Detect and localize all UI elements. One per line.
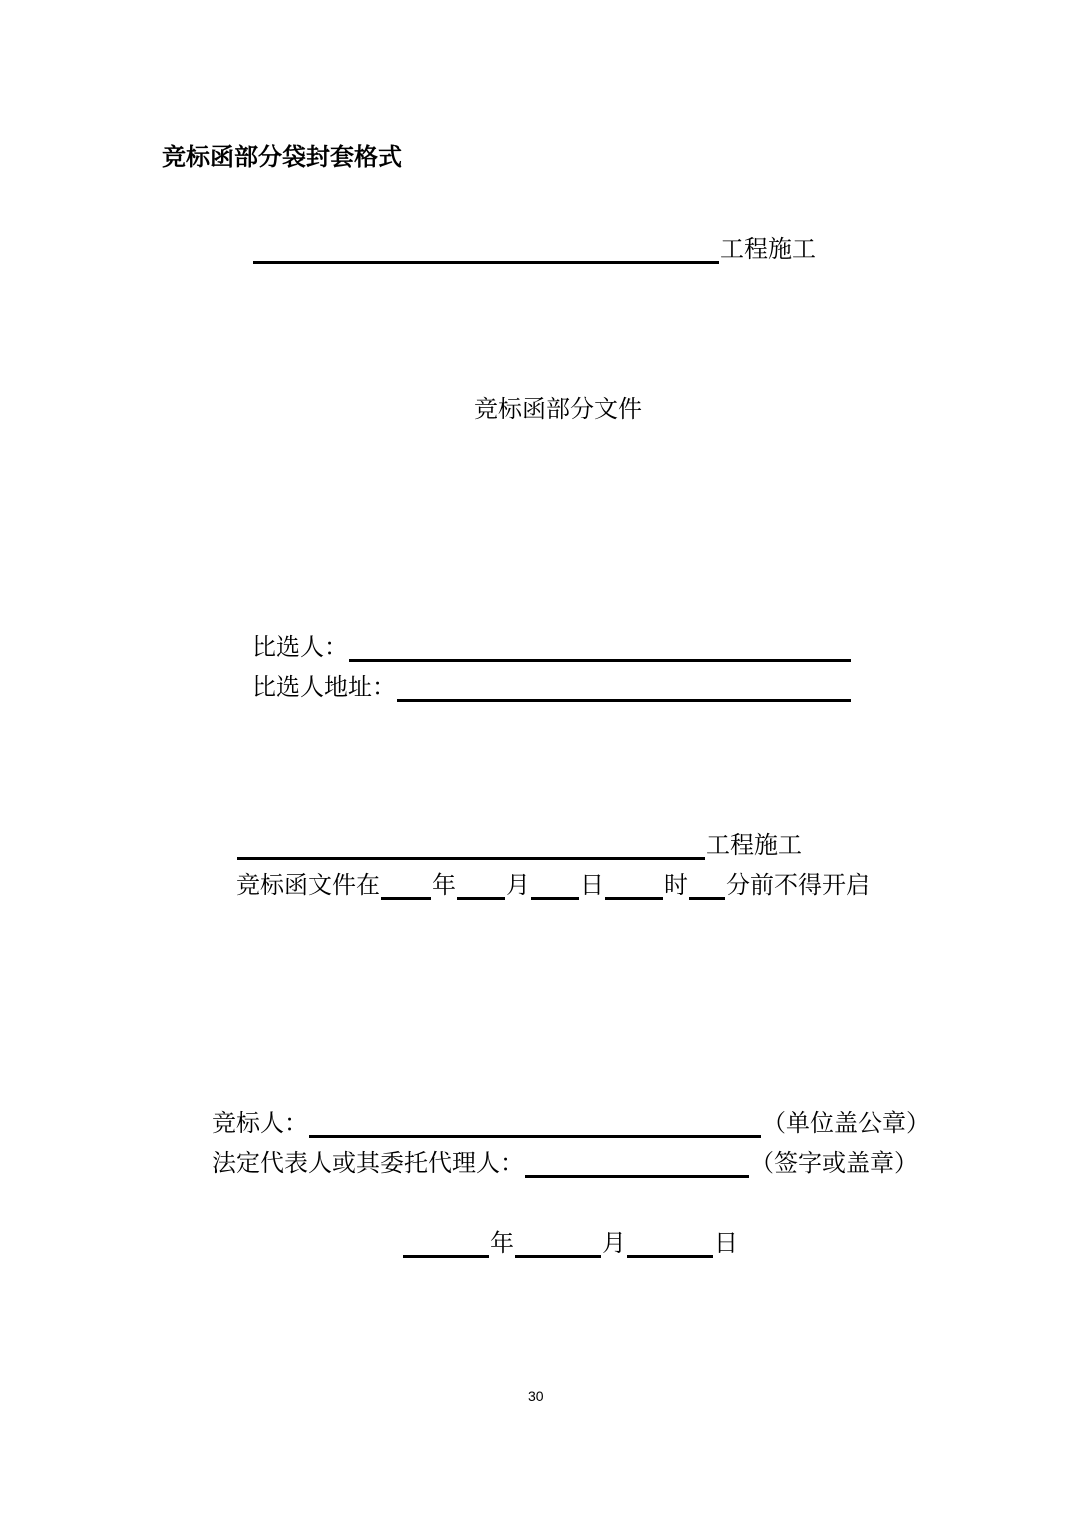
bidder-blank[interactable] [309,1111,761,1138]
legal-rep-line [212,1148,918,1178]
open-day-blank[interactable] [531,873,579,900]
selector-line [252,632,852,662]
page-number [528,1386,544,1406]
page-heading [162,142,402,172]
heading-text: 竞标函部分袋封套格式 [162,143,402,171]
open-day-label: 日 [580,871,604,899]
open-time-line [236,870,870,900]
document-title [474,394,642,424]
selector-blank[interactable] [349,635,851,662]
selector-address-label: 比选人地址： [252,673,396,701]
open-month-label: 月 [506,871,530,899]
open-year-label: 年 [432,871,456,899]
legal-rep-label: 法定代表人或其委托代理人： [212,1149,524,1177]
selector-address-line [252,672,852,702]
project-name-blank-1[interactable] [253,237,719,264]
project-suffix-2: 工程施工 [706,831,802,859]
open-year-blank[interactable] [381,873,431,900]
date-day-blank[interactable] [627,1231,713,1258]
project-suffix-1: 工程施工 [720,235,816,263]
page-number-text: 30 [528,1388,544,1404]
document-title-text: 竞标函部分文件 [474,395,642,423]
open-hour-label: 时 [664,871,688,899]
selector-address-blank[interactable] [397,675,851,702]
project-name-line-1 [252,234,816,264]
open-hour-blank[interactable] [605,873,663,900]
bidder-line [212,1108,930,1138]
legal-rep-blank[interactable] [525,1151,749,1178]
selector-label: 比选人： [252,633,348,661]
bidder-label: 竞标人： [212,1109,308,1137]
date-month-blank[interactable] [515,1231,601,1258]
date-line [402,1228,738,1258]
open-minute-blank[interactable] [689,873,725,900]
legal-rep-note: （签字或盖章） [750,1149,918,1177]
open-time-prefix: 竞标函文件在 [236,871,380,899]
date-day-label: 日 [714,1229,738,1257]
project-name-line-2 [236,830,802,860]
open-time-suffix: 分前不得开启 [726,871,870,899]
bidder-note: （单位盖公章） [762,1109,930,1137]
date-year-label: 年 [490,1229,514,1257]
project-name-blank-2[interactable] [237,833,705,860]
open-month-blank[interactable] [457,873,505,900]
date-year-blank[interactable] [403,1231,489,1258]
date-month-label: 月 [602,1229,626,1257]
